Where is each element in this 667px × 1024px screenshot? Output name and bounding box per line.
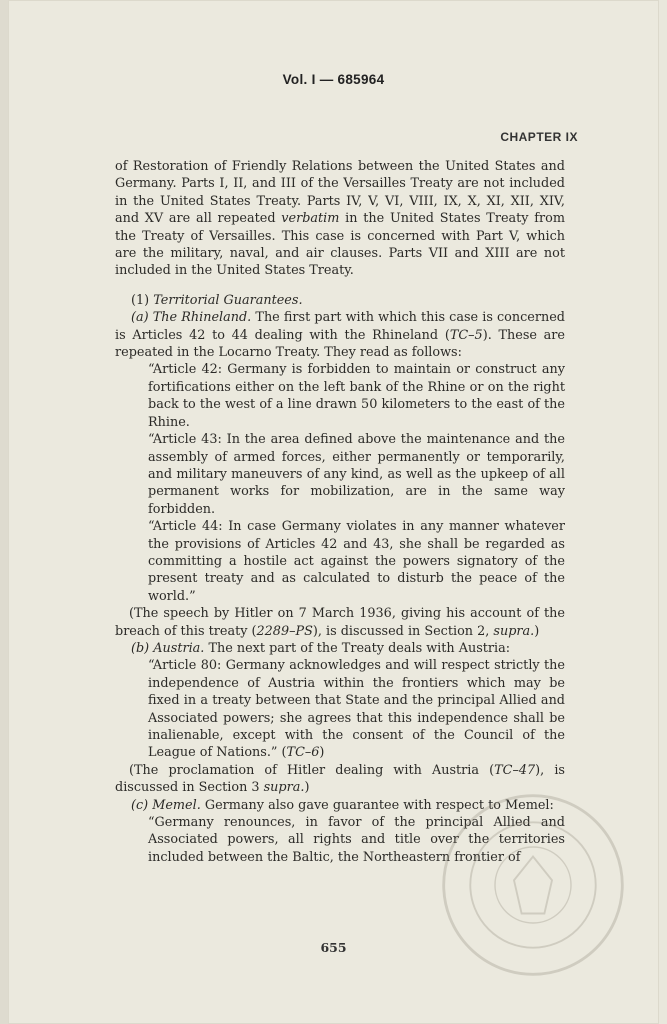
quote-article-43: “Article 43: In the area defined above the maintenance and the assembly of armed forces, either permanently or temporarily, and military maneuvers of any kind, as well as the upkeep of all permanent works for mobilization, are in the same way forbidden.	[148, 432, 565, 517]
paragraph-hitler-proclamation: (The proclamation of Hitler dealing with Austria (TC–47), is discussed in Section 3 supra.)	[115, 762, 565, 796]
section-heading-territorial: (1) Territorial Guarantees.	[131, 292, 303, 308]
page-edge	[0, 0, 8, 1024]
page-number: 655	[320, 940, 347, 955]
paragraph-austria: (b) Austria. The next part of the Treaty deals with Austria:	[131, 640, 511, 656]
quote-article-42: “Article 42: Germany is forbidden to maintain or construct any fortifications either on the left bank of the Rhine or on the right back to the west of a line drawn 50 kilometers to the east of the Rhine.	[148, 362, 565, 430]
paragraph-intro: of Restoration of Friendly Relations between the United States and Germany. Parts I, II, and III of the Versailles Treaty are not included in the United States Treaty. Parts IV, V, VI, VIII, IX, X, XI, XII, XIV, and XV are all repeated verbatim in the United States Treaty from the Treaty of Versailles. This case is concerned with Part V, which are the military, naval, and air clauses. Parts VII and XIII are not included in the United States Treaty.	[115, 159, 565, 279]
body-text	[115, 158, 565, 866]
quote-memel: “Germany renounces, in favor of the principal Allied and Associated powers, all rights and title over the territories included between the Baltic, the Northeastern frontier of	[148, 815, 565, 865]
paragraph-hitler-speech: (The speech by Hitler on 7 March 1936, giving his account of the breach of this treaty (2289–PS), is discussed in Section 2, supra.)	[115, 606, 565, 639]
paragraph-memel: (c) Memel. Germany also gave guarantee with respect to Memel:	[131, 797, 554, 813]
library-seal-watermark	[438, 790, 628, 980]
document-page	[8, 0, 659, 1024]
chapter-heading: CHAPTER IX	[500, 130, 578, 144]
quote-article-44: “Article 44: In case Germany violates in any manner whatever the provisions of Articles 42 and 43, she shall be regarded as committing a hostile act against the powers signatory of the present treaty and as calculated to disturb the peace of the world.”	[148, 519, 565, 604]
running-head: Vol. I — 685964	[282, 72, 385, 87]
quote-article-80: “Article 80: Germany acknowledges and will respect strictly the independence of Austria within the frontiers which may be fixed in a treaty between that State and the principal Allied and Associated powers; she agrees that this independence shall be inalienable, except with the consent of the Council of the League of Nations.” (TC–6)	[148, 658, 565, 761]
paragraph-rhineland: (a) The Rhineland. The first part with which this case is concerned is Articles 42 to 44 dealing with the Rhineland (TC–5). These are repeated in the Locarno Treaty. They read as follows:	[115, 310, 565, 361]
